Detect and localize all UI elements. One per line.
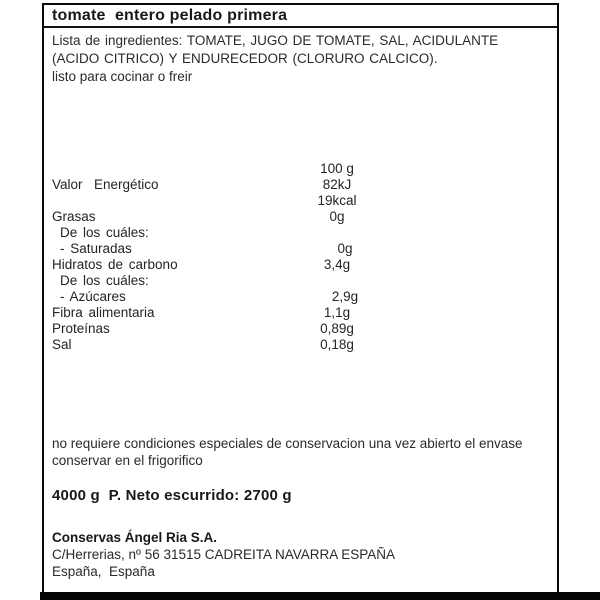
nutrition-row-label: Hidratos de carbono [52,257,178,272]
nutrition-row-value: 0g [337,241,353,256]
nutrition-row-of-which-carbs [44,273,557,289]
nutrition-row-label: Proteínas [52,321,110,336]
nutrition-table [44,161,557,353]
nutrition-row-value: 1,1g [323,305,351,320]
nutrition-row-label: Valor Energético [52,177,159,192]
net-weight: 4000 g P. Neto escurrido: 2700 g [52,487,292,504]
storage-note-line1: no requiere condiciones especiales de conservacion una vez abierto el envase [52,436,523,451]
manufacturer-address: C/Herrerias, nº 56 31515 CADREITA NAVARRA ESPAÑA [52,547,396,562]
nutrition-row-value: 0g [329,209,345,224]
nutrition-row-energy [44,177,557,193]
nutrition-row-fat [44,209,557,225]
nutrition-row-value: 0,18g [320,337,354,352]
nutrition-row-label: - Azúcares [60,289,126,304]
nutrition-row-label: De los cuáles: [60,273,149,288]
product-title: tomate entero pelado primera [44,5,557,28]
manufacturer-country: España, España [52,564,155,579]
nutrition-row-value: 0,89g [320,321,354,336]
nutrition-row-protein [44,321,557,337]
nutrition-row-salt [44,337,557,353]
manufacturer-name: Conservas Ángel Ria S.A. [52,530,218,545]
nutrition-header-row [44,161,557,177]
nutrition-row-carbs [44,257,557,273]
ingredients-text: Lista de ingredientes: TOMATE, JUGO DE TOMATE, SAL, ACIDULANTE (ACIDO CITRICO) Y ENDURECEDOR (CLORURO CALCICO). [52,33,499,66]
nutrition-row-fiber [44,305,557,321]
nutrition-row-value: 82kJ [322,177,352,192]
nutrition-row-saturated [44,241,557,257]
label-border-box [42,3,559,592]
bottom-black-bar [40,592,600,600]
nutrition-row-value: 2,9g [331,289,359,304]
storage-note [52,435,547,469]
nutrition-row-value: 19kcal [317,193,357,208]
storage-note-line2: conservar en el frigorifico [52,453,203,468]
nutrition-row-label: - Saturadas [60,241,132,256]
nutrition-header-amount: 100 g [320,161,354,176]
nutrition-row-label: De los cuáles: [60,225,149,240]
usage-note: listo para cocinar o freir [52,69,193,84]
nutrition-row-of-which-fat [44,225,557,241]
nutrition-row-label: Fibra alimentaria [52,305,155,320]
nutrition-row-energy-kcal [44,193,557,209]
manufacturer-block [52,529,549,580]
nutrition-row-value: 3,4g [323,257,351,272]
nutrition-row-sugars [44,289,557,305]
nutrition-row-label: Sal [52,337,72,352]
nutrition-row-label: Grasas [52,209,96,224]
